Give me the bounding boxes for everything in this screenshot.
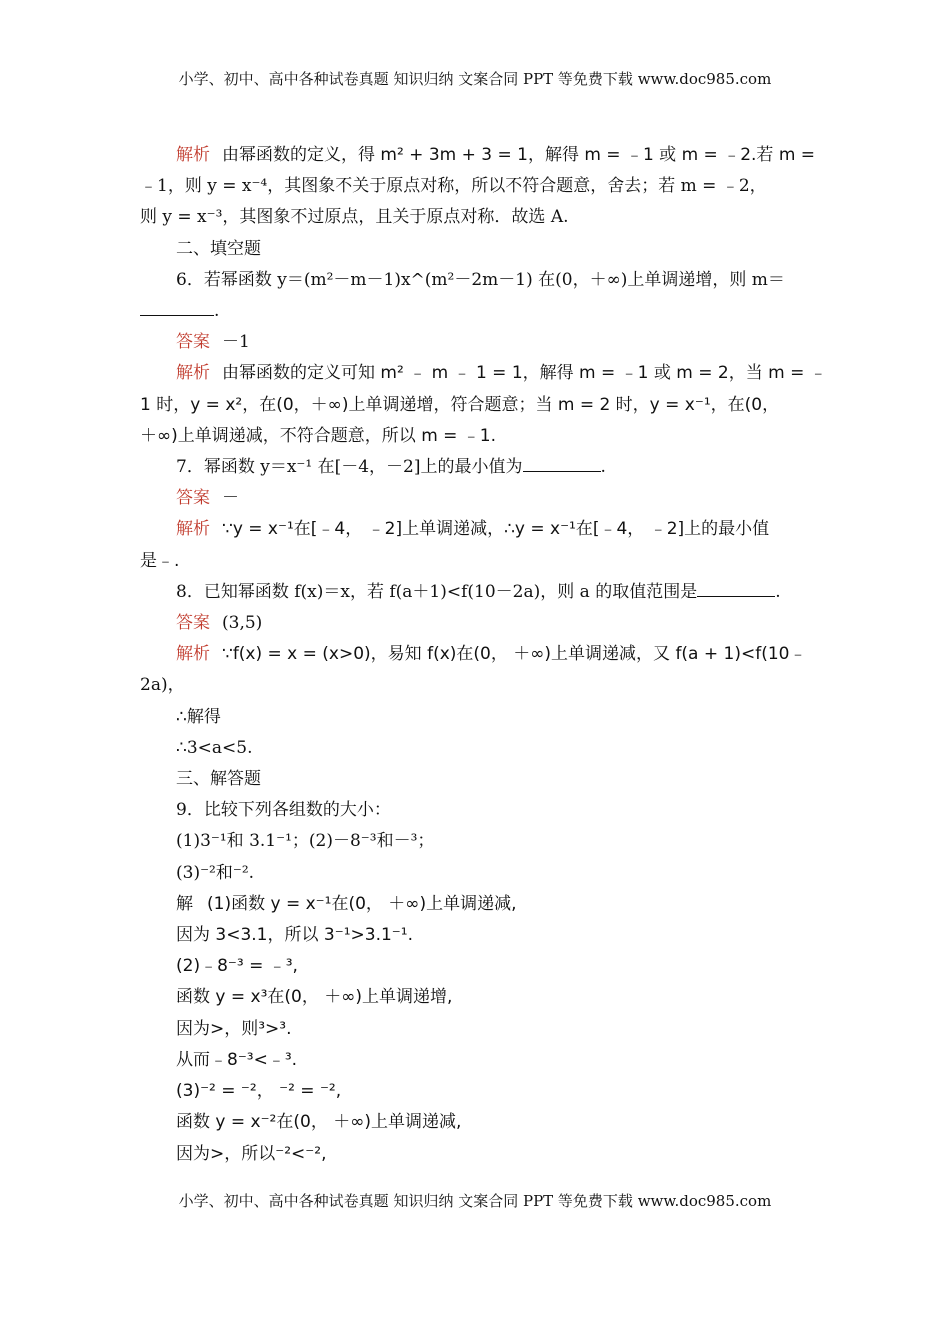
analysis-7-line-1: 解析 ∵y = x⁻¹在[﹣4， ﹣2]上单调递减，∴y = x⁻¹在[﹣4， ﹣2]上的最小值 <box>176 519 770 540</box>
solution-9-line-6: 从而﹣8⁻³<﹣³. <box>176 1049 298 1070</box>
question-8: 8．已知幂函数 f(x)＝x，若 f(a＋1)<f(10－2a)，则 a 的取值范围是 . <box>176 581 781 602</box>
solution-9-line-8: 函数 y = x⁻²在(0， ＋∞)上单调递减, <box>176 1112 462 1133</box>
solution-9-line-1: 解 (1)函数 y = x⁻¹在(0， ＋∞)上单调递减, <box>176 893 517 914</box>
solution-label: 解 <box>176 893 193 914</box>
analysis-label: 解析 <box>176 644 210 665</box>
page-footer: 小学、初中、高中各种试卷真题 知识归纳 文案合同 PPT 等免费下载 www.doc985.com <box>178 1192 772 1210</box>
analysis-6-line-2: 1 时，y = x²，在(0，＋∞)上单调递增，符合题意；当 m = 2 时，y = x⁻¹，在(0， <box>140 394 780 415</box>
answer-8: 答案 (3,5) <box>176 613 263 634</box>
analysis-5-line-3: 则 y = x⁻³，其图象不过原点，且关于原点对称．故选 A. <box>140 207 569 228</box>
analysis-label: 解析 <box>176 363 210 384</box>
section-heading-fill-in: 二、填空题 <box>176 238 261 259</box>
section-heading-solutions: 三、解答题 <box>176 769 261 790</box>
solution-9-line-3: (2)﹣8⁻³ = ﹣³, <box>176 956 298 977</box>
question-6: 6．若幂函数 y＝(m²－m－1)x^(m²－2m－1) 在(0，＋∞)上单调递增，则 m＝ <box>176 269 785 290</box>
answer-blank <box>697 580 775 597</box>
analysis-8-line-1: 解析 ∵f(x) = x = (x>0)，易知 f(x)在(0， ＋∞)上单调递减，又 f(a + 1)<f(10﹣ <box>176 644 807 665</box>
answer-6: 答案 －1 <box>176 332 250 353</box>
answer-label: 答案 <box>176 332 210 353</box>
solution-9-line-2: 因为 3<3.1，所以 3⁻¹>3.1⁻¹. <box>176 925 413 946</box>
document-body <box>140 140 827 1170</box>
answer-label: 答案 <box>176 613 210 634</box>
question-7: 7．幂函数 y＝x⁻¹ 在[－4，－2]上的最小值为 . <box>176 457 606 478</box>
analysis-8-line-4: ∴3<a<5. <box>176 737 253 758</box>
answer-label: 答案 <box>176 488 210 509</box>
analysis-label: 解析 <box>176 145 210 165</box>
analysis-6-line-1: 解析 由幂函数的定义可知 m² ﹣ m ﹣ 1 = 1，解得 m = ﹣1 或 m = 2，当 m = ﹣ <box>176 363 827 384</box>
analysis-8-line-2: 2a)， <box>140 675 185 696</box>
answer-blank <box>140 299 214 316</box>
solution-9-line-4: 函数 y = x³在(0， ＋∞)上单调递增, <box>176 987 453 1008</box>
analysis-8-line-3: ∴解得 <box>176 706 221 727</box>
question-9-part-1: (1)3⁻¹和 3.1⁻¹；(2)－8⁻³和－³； <box>176 831 435 852</box>
solution-9-line-5: 因为>，则³>³. <box>176 1018 292 1039</box>
analysis-5-line-1: 解析 由幂函数的定义，得 m² + 3m + 3 = 1，解得 m = ﹣1 或 m = ﹣2.若 m = <box>176 145 816 165</box>
solution-9-line-7: (3)⁻² = ⁻²， ⁻² = ⁻², <box>176 1081 342 1102</box>
answer-blank <box>523 455 601 472</box>
analysis-label: 解析 <box>176 519 210 540</box>
solution-9-line-9: 因为>，所以⁻²<⁻², <box>176 1143 327 1164</box>
question-6-blank: . <box>140 296 812 327</box>
page-header: 小学、初中、高中各种试卷真题 知识归纳 文案合同 PPT 等免费下载 www.doc985.com <box>178 70 772 88</box>
analysis-7-line-2: 是﹣. <box>140 550 180 571</box>
analysis-5-line-2: ﹣1，则 y = x⁻⁴，其图象不关于原点对称，所以不符合题意，舍去；若 m = ﹣2， <box>140 176 767 197</box>
question-9: 9．比较下列各组数的大小： <box>176 800 391 821</box>
answer-7: 答案 － <box>176 488 239 509</box>
analysis-6-line-3: ＋∞)上单调递减，不符合题意，所以 m = ﹣1. <box>140 425 497 446</box>
question-9-part-2: (3)⁻²和⁻². <box>176 862 255 883</box>
